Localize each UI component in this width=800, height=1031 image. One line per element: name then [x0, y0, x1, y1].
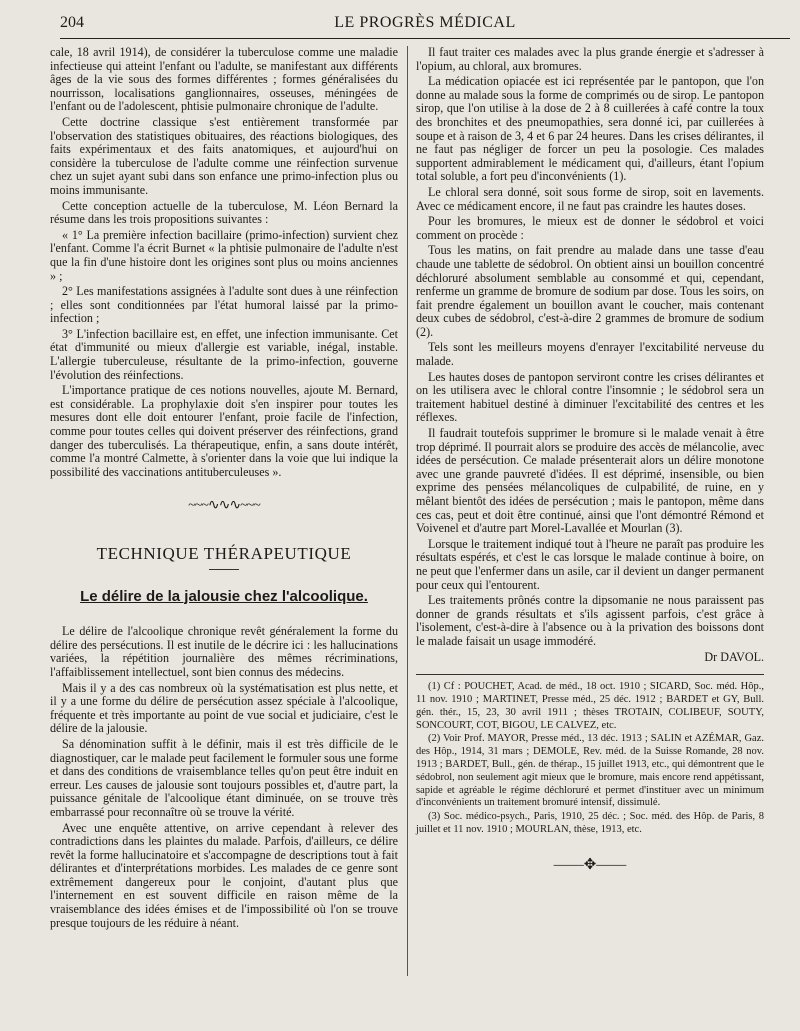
- paragraph: L'importance pratique de ces notions nouvelles, ajoute M. Bernard, est considérable. La prophylaxie doit s'en inspirer pour toutes les mesures dont elle doit entourer l'enfant, proie facile de l'infection, comme pour toutes celles qui doivent préserver des réinfections, grand danger des tuberculisés. La thérapeutique, enfin, a sans doute intérêt, comme l'a montré Calmette, à s'orienter dans la voie que lui indique la possibilité des vaccinations antituberculeuses ».: [50, 383, 398, 479]
- left-column: [50, 46, 398, 932]
- footnote: (3) Soc. médico-psych., Paris, 1910, 25 déc. ; Soc. méd. des Hôp. de Paris, 8 juillet et 11 nov. 1910 ; MOURLAN, thèse, 1913, etc.: [416, 811, 764, 835]
- footnotes-rule: [416, 674, 764, 675]
- header-rule: [60, 38, 790, 39]
- section-ornament: ~~~∿∿∿~~~: [188, 498, 260, 514]
- section-title: TECHNIQUE THÉRAPEUTIQUE: [96, 544, 352, 563]
- footnote: (1) Cf : POUCHET, Acad. de méd., 18 oct. 1910 ; SICARD, Soc. méd. Hôp., 11 nov. 1910 ; MARTINET, Presse méd., 25 déc. 1912 ; BARDET et GY, Bull. gén. thér., 15, 23, 30 avril 1911 ; thèses TROTAIN, COLIBEUF, SOUTY, SONCOURT, COT, BIGOU, LE CALVEZ, etc.: [416, 681, 764, 731]
- paragraph: « 1° La première infection bacillaire (primo-infection) survient chez l'enfant. Comme l'a écrit Burnet « la phtisie pulmonaire de l'adulte n'est que la fin d'une histoire dont les origines sont plus ou moins anciennes » ;: [50, 227, 398, 283]
- paragraph: Les hautes doses de pantopon serviront contre les crises délirantes et on les utilisera avec le chloral contre l'insomnie ; le sédobrol sera un traitement habituel destiné à diminuer l'excitabilité des centres et les réflexes.: [416, 369, 764, 425]
- column-divider: [407, 46, 408, 976]
- article-title: Le délire de la jalousie chez l'alcoolique.: [80, 587, 368, 605]
- paragraph: Cette conception actuelle de la tuberculose, M. Léon Bernard la résume dans les trois propositions suivantes :: [50, 198, 398, 227]
- paragraph: Le délire de l'alcoolique chronique revêt généralement la forme du délire des persécutions. Il est inutile de le décrire ici : les hallucinations variées, la répétition journalière des mêmes récriminations, l'affaiblissement intellectuel, sont bien connus des médecins.: [50, 624, 398, 679]
- paragraph: cale, 18 avril 1914), de considérer la tuberculose comme une maladie infectieuse qui atteint l'enfant ou l'adulte, se manifestant aux différents âges de la vie sous des formes différentes ; formes généralisées du nourrisson, localisations ganglionnaires, osseuses, méningées de l'enfant ou de l'adolescent, phtisie pulmonaire chronique de l'adulte.: [50, 45, 398, 114]
- page-number: 204: [60, 14, 84, 31]
- paragraph: La médication opiacée est ici représentée par le pantopon, que l'on donne au malade sous la forme de comprimés ou de sirop. Le pantopon sirop, que l'on utilise à la dose de 2 à 8 cuillerées à café contre la toux des bronchites et des pneumopathies, sera donné ici, par cuillerées à soupe et à raison de 3, 4 et 6 par 24 heures. Dans les crises délirantes, il ne faut pas négliger de forcer un peu la posologie. Ces malades supportent admirablement le médicament qui, d'ailleurs, étant l'opium total soluble, a fort peu d'inconvénients (1).: [416, 74, 764, 184]
- paragraph: Le chloral sera donné, soit sous forme de sirop, soit en lavements. Avec ce médicament encore, il ne faut pas craindre les hautes doses.: [416, 184, 764, 213]
- right-column: [416, 46, 764, 872]
- paragraph: Il faudrait toutefois supprimer le bromure si le malade venait à être trop déprimé. Il pourrait alors se produire des accès de mélancolie, avec idées de persécution. Ce malade présenterait alors un délire monotone avec une grande pauvreté d'idées. Il est déprimé, insensible, ou bien exprime des pensées mélancoliques de culpabilité, de ruine, en y mêlant bientôt des idées de persécution ; mais le pantopon, même dans ces cas, peut et doit être continué, ainsi que l'ont démontré Rémond et Voivenel et d'autre part Morel-Lavallée et Mourlan (3).: [416, 426, 764, 536]
- paragraph: Sa dénomination suffit à le définir, mais il est très difficile de le diagnostiquer, car le malade peut facilement le formuler sous une forme et dans des conditions de vraisemblance telles qu'on peut être induit en erreur. Les causes de jalousie sont toujours possibles et, d'autre part, la puissance génitale de l'alcoolique étant diminuée, on se trouve très embarrassé pour reconnaître où se trouve la vérité.: [50, 736, 398, 819]
- paragraph: Lorsque le traitement indiqué tout à l'heure ne paraît pas produire les résultats espérés, et c'est le cas lorsque le malade continue à boire, on ne peut que l'enfermer dans un asile, car il devient un danger permanent pour ceux qui l'entourent.: [416, 536, 764, 592]
- paragraph: Pour les bromures, le mieux est de donner le sédobrol et voici comment on procède :: [416, 214, 764, 242]
- paragraph: 2° Les manifestations assignées à l'adulte sont dues à une réinfection ; elles sont conditionnées par l'état humoral laissé par la primo-infection ;: [50, 284, 398, 326]
- page-header: [60, 14, 790, 36]
- paragraph: Tels sont les meilleurs moyens d'enrayer l'excitabilité nerveuse du malade.: [416, 340, 764, 369]
- footnote: (2) Voir Prof. MAYOR, Presse méd., 13 déc. 1913 ; SALIN et AZÉMAR, Gaz. des Hôp., 1914, 31 mars ; DEMOLE, Rev. méd. de la Suisse Romande, 28 nov. 1913 ; BARDET, Bull., gén. de thérap., 15 juillet 1913, etc., qui démontrent que le sédobrol, non seulement agit mieux que le bromure, mais encore rend appétissant, sapide et agréable le régime déchloruré et permet d'instituer avec un minimum d'inconvénients un traitement bromuré intensif, dissimulé.: [416, 733, 764, 809]
- paragraph: Avec une enquête attentive, on arrive cependant à relever des contradictions dans les plaintes du malade. Parfois, d'ailleurs, ce délire revêt la forme hallucinatoire et s'accompagne de descriptions tout à fait délirantes et d'interprétations morbides. Les malades de ce genre sont extrêmement dangereux pour le conjoint, d'autant plus que l'internement en est souvent difficile en raison même de la vraisemblance des idées émises et de l'impossibilité où l'on se trouve presque toujours de les réduire à néant.: [50, 820, 398, 930]
- section-rule: [209, 569, 239, 570]
- paragraph: 3° L'infection bacillaire est, en effet, une infection immunisante. Cet état d'immunité ou mieux d'allergie est variable, inégal, instable. L'allergie tuberculeuse, résultante de la primo-infection, gouverne l'évolution des réinfections.: [50, 326, 398, 382]
- end-ornament: ——✥——: [553, 856, 627, 873]
- journal-title: LE PROGRÈS MÉDICAL: [334, 14, 516, 31]
- author-signature: Dr DAVOL.: [704, 649, 764, 664]
- footnotes: [416, 681, 764, 837]
- paragraph: Les traitements prônés contre la dipsomanie ne nous paraissent pas donner de grands résultats et s'ils agissent parfois, c'est grâce à l'isolement, c'est-à-dire à l'absence ou à la privation des boissons dont le malade faisait un usage immodéré.: [416, 593, 764, 648]
- paragraph: Mais il y a des cas nombreux où la systématisation est plus nette, et il y a une forme du délire de persécution assez spéciale à l'alcoolique, fréquente et très importante au point de vue social et judiciaire, c'est le délire de la jalousie.: [50, 680, 398, 736]
- paragraph: Cette doctrine classique s'est entièrement transformée par l'observation des statistiques obituaires, des réactions biologiques, des faits expérimentaux et des faits anatomiques, et aujourd'hui on considère la tuberculose de l'adulte comme une réinfection survenue chez un sujet ayant subi dans son enfance une primo-infection plus ou moins immunisante.: [50, 114, 398, 197]
- paragraph: Il faut traiter ces malades avec la plus grande énergie et s'adresser à l'opium, au chloral, aux bromures.: [416, 45, 764, 73]
- paragraph: Tous les matins, on fait prendre au malade dans une tasse d'eau chaude une tablette de sédobrol. On obtient ainsi un bouillon concentré déchloruré absolument semblable au consommé et qui, cependant, renferme un gramme de bromure de sodium par dose. Tous les soirs, on fait prendre également un bouillon avant le coucher, mais contenant deux cubes de sédobrol, c'est-à-dire 2 grammes de bromure de sodium (2).: [416, 243, 764, 339]
